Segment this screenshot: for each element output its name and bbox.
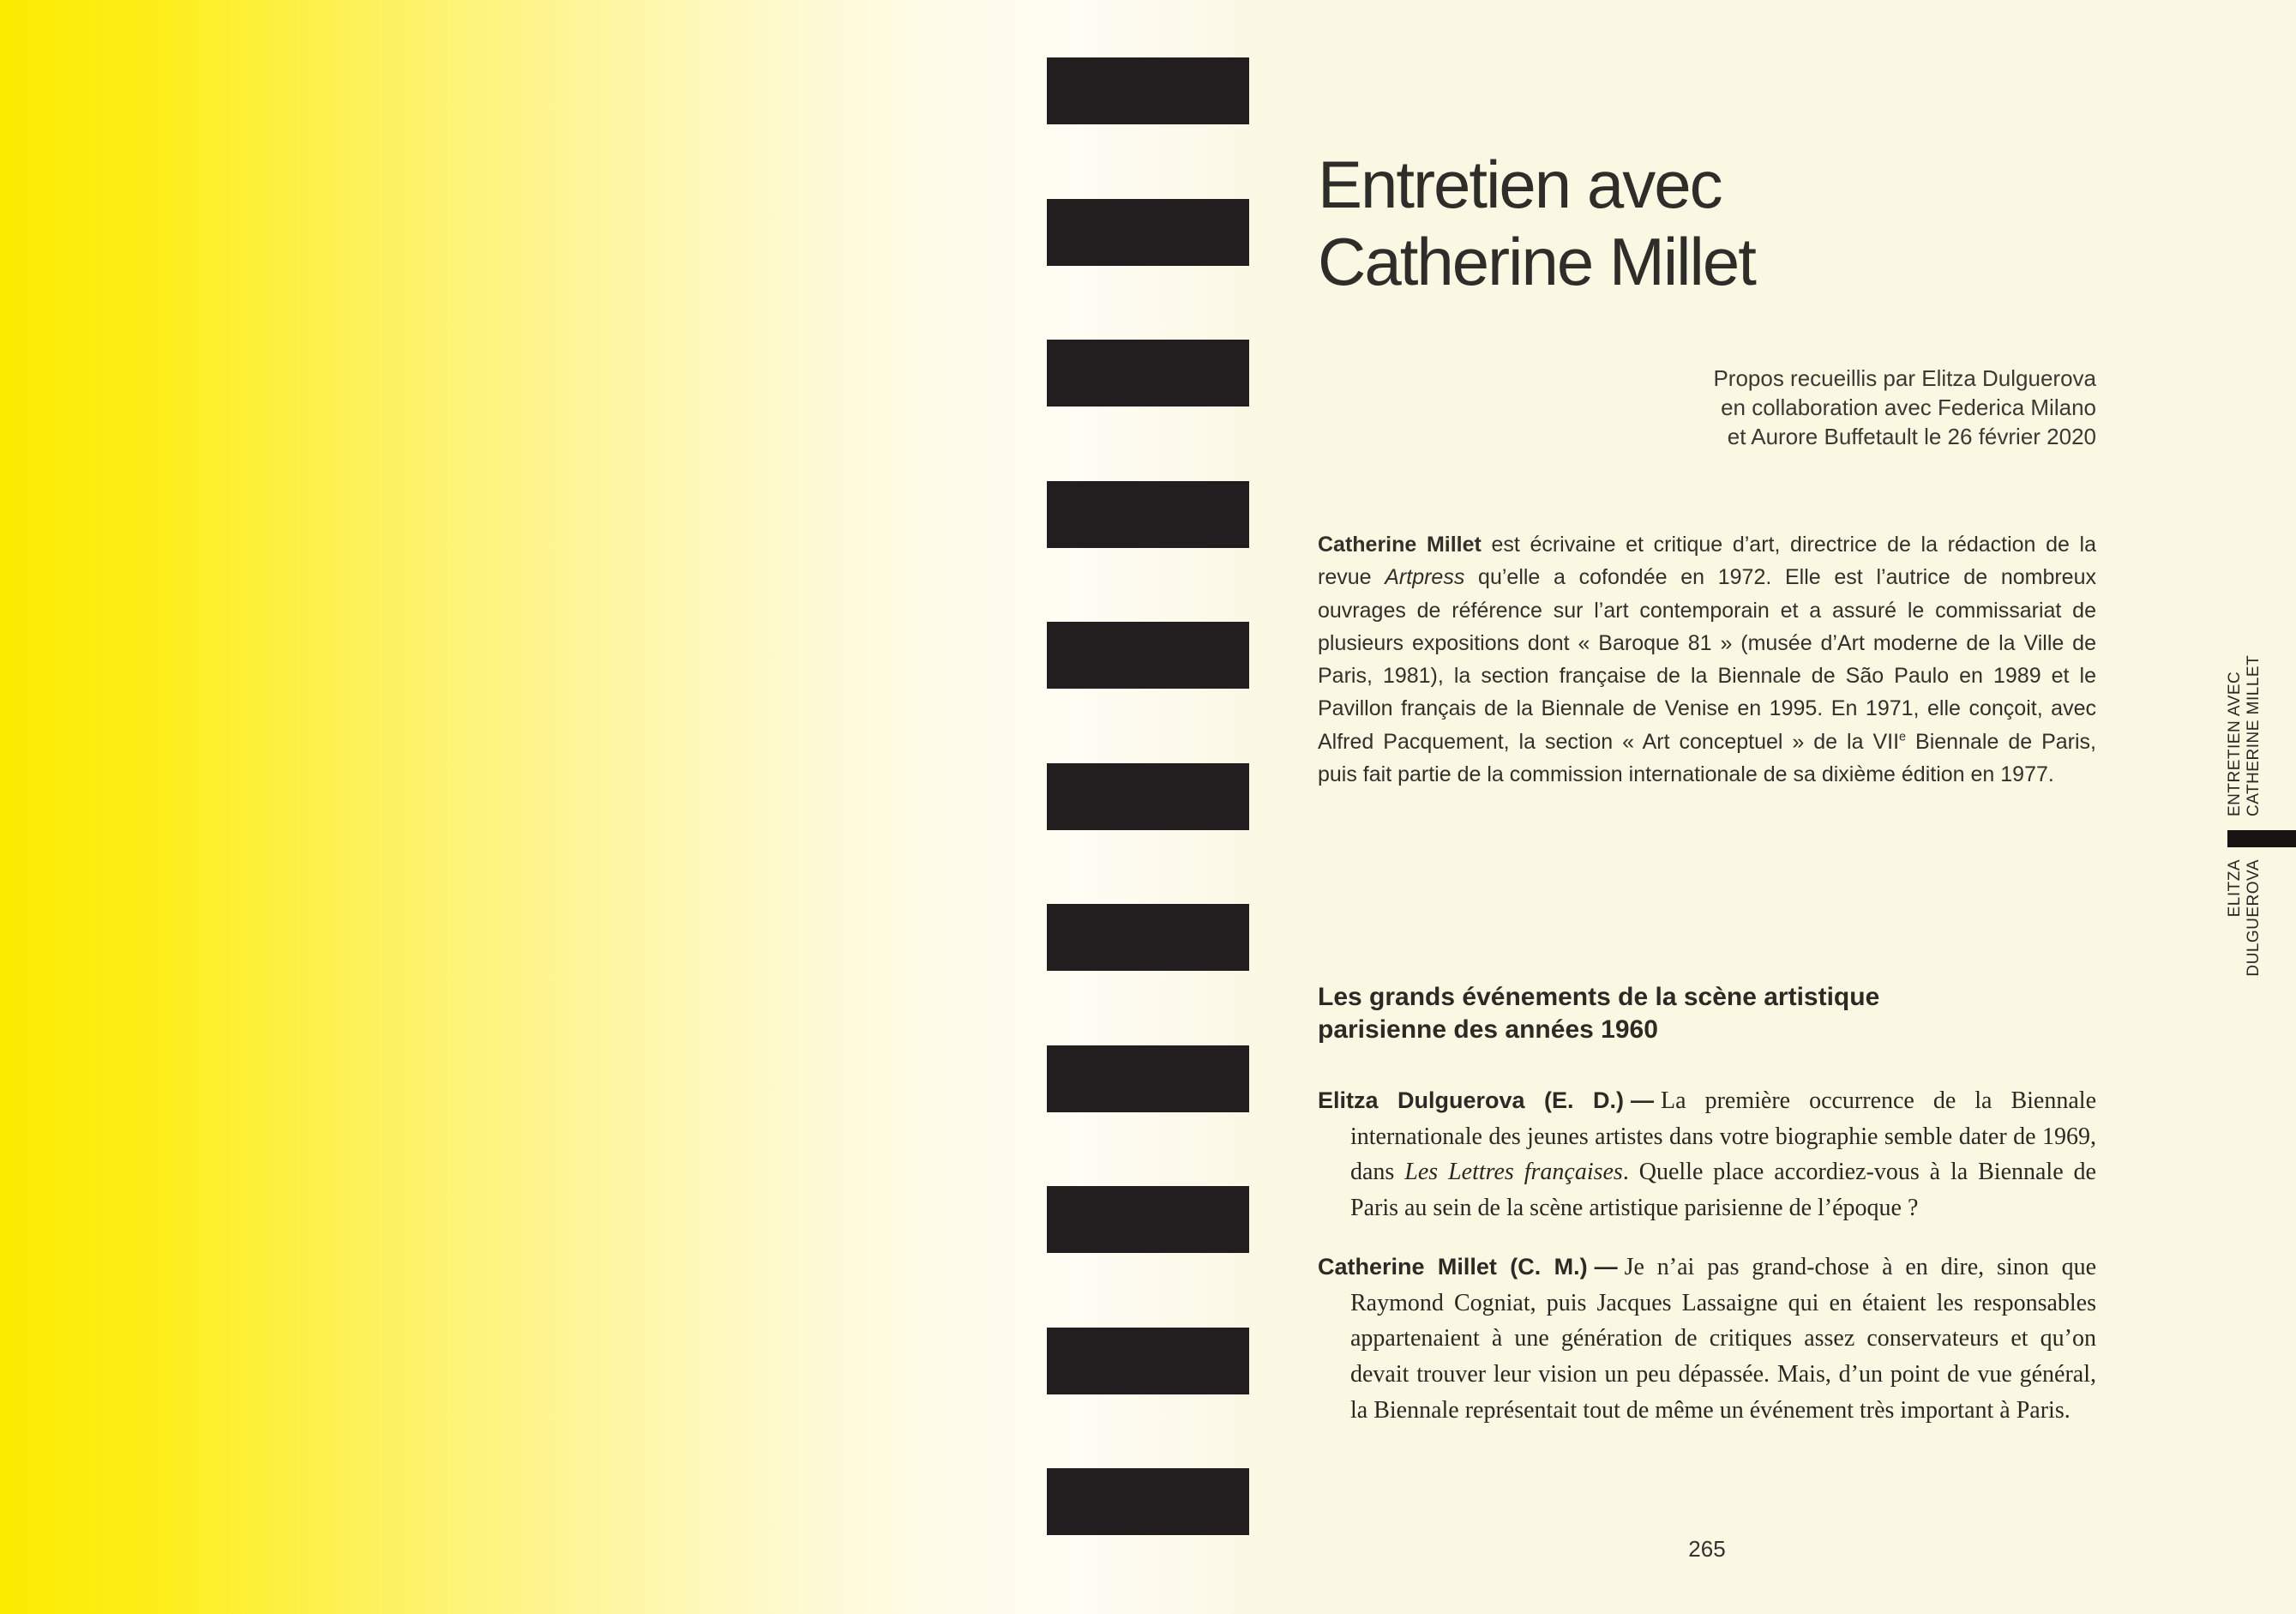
- attribution-line2: en collaboration avec Federica Milano: [1721, 394, 2096, 420]
- decorative-block: [1047, 340, 1249, 407]
- section-heading: [1318, 981, 1879, 1046]
- text-run: qu’elle a cofondée en 1972. Elle est l’autrice de nombreux ouvrages de référence sur l’art contemporain et a assuré le commissariat de plusieurs expositions dont « Baroque 81 » (musée d’Art moderne de la Ville de Paris, 1981), la section française de la Biennale de São Paulo en 1989 et le Pavillon français de la Biennale de Venise en 1995. En 1971, elle conçoit, avec Alfred Pacquement, la section « Art conceptuel » de la VII: [1318, 565, 2096, 754]
- running-head-author: [2226, 859, 2263, 988]
- decorative-block: [1047, 1045, 1249, 1112]
- speaker-name: Elitza Dulguerova (E. D.): [1318, 1087, 1625, 1113]
- text-run: e: [1899, 730, 1907, 744]
- running-head-chapter-line2: CATHERINE MILLET: [2245, 654, 2263, 816]
- running-head-chapter-line1: ENTRETIEN AVEC: [2226, 671, 2244, 816]
- running-head-author-line2: DULGUEROVA: [2245, 859, 2263, 977]
- bio-paragraph: [1318, 528, 2096, 791]
- attribution-line3: et Aurore Buffetault le 26 février 2020: [1727, 424, 2096, 449]
- page-title-line1: Entretien avec: [1318, 147, 1722, 222]
- text-run: Les Lettres françaises: [1404, 1159, 1623, 1186]
- text-run: Artpress: [1385, 565, 1465, 590]
- decorative-block: [1047, 481, 1249, 548]
- page-title: [1318, 146, 1755, 300]
- text-run: est écrivaine et critique d’art, directrice de la rédaction de la revue: [1318, 533, 2096, 590]
- page-number: 265: [1688, 1536, 1726, 1562]
- decorative-block: [1047, 763, 1249, 830]
- decorative-block: [1047, 904, 1249, 971]
- section-heading-line2: parisienne des années 1960: [1318, 1015, 1658, 1044]
- attribution: [1713, 364, 2096, 451]
- em-dash: —: [1631, 1087, 1655, 1113]
- text-run: Je n’ai pas grand-chose à en dire, sinon que Raymond Cogniat, puis Jacques Lassaigne qui en étaient les responsables appartenaient à une génération de critiques assez conservateurs et qu’on devait trouver leur vision un peu dépassée. Mais, d’un point de vue général, la Biennale représentait tout de même un événement très important à Paris.: [1350, 1254, 2097, 1424]
- text-run: . Quelle place accordiez-vous à la Biennale de Paris au sein de la scène artistique parisienne de l’époque ?: [1350, 1159, 2096, 1222]
- answer-paragraph: [1318, 1250, 2096, 1429]
- page-title-line2: Catherine Millet: [1318, 224, 1755, 299]
- decorative-block: [1047, 1186, 1249, 1253]
- decorative-block: [1047, 1468, 1249, 1535]
- section-heading-line1: Les grands événements de la scène artistique: [1318, 983, 1880, 1011]
- decorative-block: [1047, 1328, 1249, 1394]
- attribution-line1: Propos recueillis par Elitza Dulguerova: [1713, 365, 2096, 391]
- em-dash: —: [1594, 1254, 1618, 1280]
- running-head-chapter: [2226, 655, 2263, 816]
- sidebar-marker-bar: [2227, 830, 2296, 847]
- running-head-author-line1: ELITZA: [2226, 859, 2244, 918]
- text-run: La première occurrence de la Biennale internationale des jeunes artistes dans votre biographie semble dater de 1969, dans: [1350, 1087, 2096, 1186]
- decorative-block: [1047, 199, 1249, 266]
- text-run: Biennale de Paris, puis fait partie de la commission internationale de sa dixième édition en 1977.: [1318, 729, 2096, 787]
- speaker-name: Catherine Millet (C. M.): [1318, 1254, 1588, 1280]
- decorative-block: [1047, 57, 1249, 124]
- question-paragraph: [1318, 1083, 2096, 1226]
- text-run: Catherine Millet: [1318, 533, 1482, 557]
- decorative-block: [1047, 622, 1249, 689]
